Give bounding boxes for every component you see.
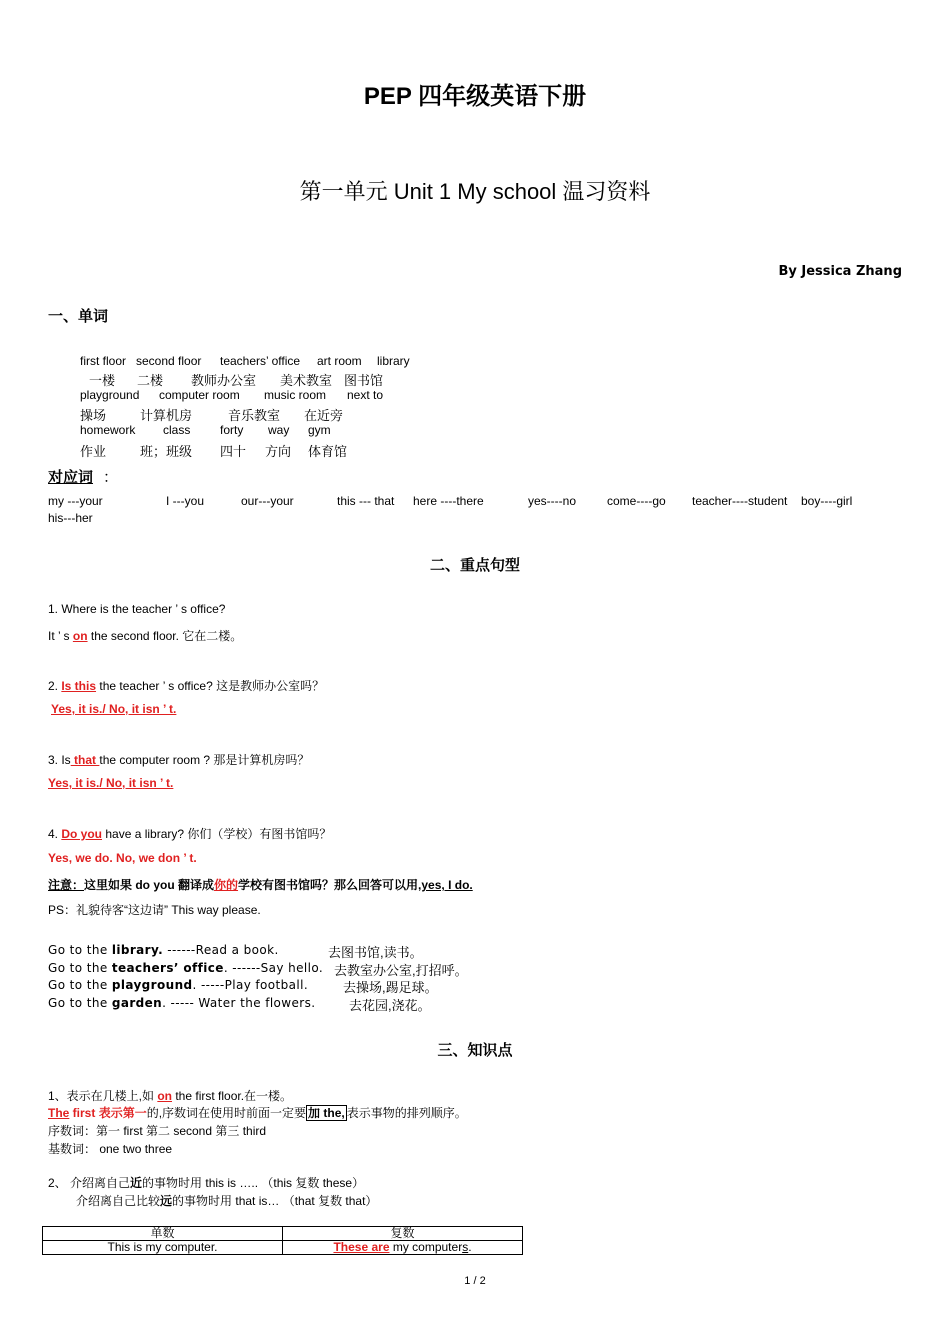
vocab-word: homework [80, 423, 136, 437]
vocab-meaning: 班；班级 [140, 444, 193, 459]
note-keyword: 你的 [214, 878, 239, 892]
sentence-3-answer: Yes, it is./ No, it isn ’ t. [48, 776, 174, 790]
go-text: ------Read a book. [163, 943, 279, 957]
sentence-number: 2. [48, 679, 62, 693]
knowledge-text: 的,序数词在使用时前面一定要 [146, 1106, 307, 1120]
answer-text: It ’ s [48, 629, 73, 643]
vocab-word: second floor [136, 354, 202, 368]
note-text: 学校有图书馆吗？那么回答可以用 [238, 878, 419, 892]
vocab-word: music room [264, 388, 327, 402]
keyword-far: 远 [160, 1194, 173, 1208]
sentence-4-answer: Yes, we do. No, we don ’ t. [48, 851, 197, 865]
vocab-word: way [268, 423, 290, 437]
note-text: 这里如果 do you 翻译成 [84, 878, 215, 892]
table-row [43, 1241, 523, 1255]
keyword-do-you: Do you [61, 827, 103, 841]
pair-item: this --- that [337, 494, 395, 508]
knowledge-text: 介绍离自己比较 [76, 1194, 161, 1208]
pairs-heading [48, 466, 118, 487]
cardinal-line: 基数词： one two three [48, 1142, 173, 1156]
keyword-on: on [72, 629, 88, 643]
keyword-meaning: 表示第一 [98, 1106, 147, 1120]
section-heading-vocab: 一、单词 [48, 308, 109, 325]
cell-text: my computer [389, 1240, 463, 1254]
table-header-cell: 复数 [283, 1227, 523, 1241]
document-subtitle: 第一单元 Unit 1 My school 温习资料 [299, 179, 651, 204]
go-text: . ----- Water the flowers. [162, 996, 316, 1010]
knowledge-text: 2、 介绍离自己 [48, 1176, 131, 1190]
question-text: the computer room ? 那是计算机房吗？ [99, 753, 310, 767]
singular-plural-table [42, 1226, 523, 1255]
pair-item: boy----girl [801, 494, 853, 508]
keyword-the: The [48, 1106, 70, 1120]
vocab-word: playground [80, 388, 140, 402]
knowledge-2-line-1 [48, 1174, 364, 1191]
sentence-2-question [48, 677, 324, 694]
go-line-2 [48, 961, 323, 975]
question-text: have a library? 你们（学校）有图书馆吗？ [102, 827, 332, 841]
sentence-4-question [48, 825, 331, 842]
go-place: teachers’ office [111, 961, 224, 975]
vocab-word: first floor [80, 354, 127, 368]
pair-item: my ---your [48, 494, 103, 508]
vocab-meaning: 方向 [265, 444, 292, 459]
answer-text: the second floor. 它在二楼。 [87, 629, 243, 643]
sentence-1-question: 1. Where is the teacher ’ s office? [48, 602, 226, 616]
knowledge-1-detail [48, 1104, 467, 1121]
vocab-word: teachers’ office [220, 354, 301, 368]
question-text: the teacher ’ s office? 这是教师办公室吗？ [96, 679, 325, 693]
section-heading-sentences: 二、重点句型 [429, 557, 520, 574]
sentence-number: 3. Is [48, 753, 71, 767]
vocab-word: art room [317, 354, 362, 368]
note-label: 注意： [48, 878, 85, 892]
keyword-first: first [69, 1106, 99, 1120]
knowledge-text: 表示事物的排列顺序。 [346, 1106, 467, 1120]
sentence-1-answer [48, 627, 242, 644]
pair-item: teacher----student [692, 494, 788, 508]
pair-item: come----go [607, 494, 666, 508]
keyword-that: that [70, 753, 100, 767]
go-text: . ------Say hello. [223, 961, 324, 975]
go-line-4-cn: 去花园,浇花。 [349, 998, 431, 1013]
sentence-3-question [48, 751, 309, 768]
vocab-meaning: 体育馆 [308, 444, 348, 459]
table-header-row [43, 1227, 523, 1241]
vocab-meaning: 在近旁 [304, 408, 344, 423]
go-line-4 [48, 996, 316, 1010]
knowledge-text: 的事物时用 this is ….. （this 复数 these） [142, 1176, 365, 1190]
vocab-meaning: 教师办公室 [191, 373, 257, 388]
vocab-meaning: 四十 [220, 444, 247, 459]
pair-item: I ---you [166, 494, 205, 508]
go-line-2-cn: 去教室办公室,打招呼。 [334, 963, 468, 978]
go-place: playground [111, 978, 193, 992]
boxed-keyword: 加 the, [308, 1106, 345, 1120]
vocab-word: computer room [159, 388, 240, 402]
note-line [48, 876, 473, 893]
sentence-number: 4. [48, 827, 62, 841]
vocab-word: library [377, 354, 410, 368]
go-text: Go to the [48, 961, 112, 975]
document-title: PEP 四年级英语下册 [363, 83, 587, 110]
cell-text: . [468, 1240, 472, 1254]
vocab-word: next to [347, 388, 384, 402]
vocab-meaning: 二楼 [137, 373, 164, 388]
sentence-2-answer: Yes, it is./ No, it isn ’ t. [51, 702, 177, 716]
keyword-is-this: Is this [61, 679, 97, 693]
go-line-1-cn: 去图书馆,读书。 [328, 945, 423, 960]
knowledge-text: the first floor.在一楼。 [172, 1089, 293, 1103]
vocab-meaning: 作业 [80, 444, 107, 459]
vocab-meaning: 计算机房 [140, 408, 193, 423]
keyword-on: on [157, 1089, 173, 1103]
vocab-meaning: 图书馆 [344, 373, 384, 388]
table-header-cell: 单数 [43, 1227, 283, 1241]
go-place: library. [111, 943, 164, 957]
page-number: 1 / 2 [464, 1275, 486, 1287]
vocab-word: forty [220, 423, 244, 437]
go-line-3 [48, 978, 308, 992]
vocab-meaning: 美术教室 [280, 373, 333, 388]
vocab-meaning: 操场 [80, 408, 107, 423]
vocab-meaning: 音乐教室 [228, 408, 281, 423]
pair-item: here ----there [413, 494, 484, 508]
go-place: garden [111, 996, 163, 1010]
plural-s: s [462, 1240, 469, 1254]
table-cell: This is my computer. [43, 1241, 283, 1255]
keyword-these-are: These are [333, 1240, 390, 1254]
go-line-1 [48, 943, 279, 957]
go-line-3-cn: 去操场,踢足球。 [343, 980, 438, 995]
knowledge-1-line [48, 1087, 292, 1104]
go-text: Go to the [48, 996, 112, 1010]
vocab-word: gym [308, 423, 331, 437]
author-line: By Jessica Zhang [778, 264, 902, 279]
go-text: Go to the [48, 978, 112, 992]
pairs-heading-colon: ： [103, 469, 119, 486]
knowledge-2-line-2 [76, 1192, 377, 1209]
note-answer: ,yes, I do. [418, 878, 473, 892]
pairs-heading-label: 对应词 [48, 469, 94, 486]
keyword-near: 近 [130, 1176, 143, 1190]
go-text: . -----Play football. [192, 978, 309, 992]
go-text: Go to the [48, 943, 112, 957]
knowledge-text: 1、表示在几楼上,如 [48, 1089, 158, 1103]
section-heading-knowledge: 三、知识点 [437, 1042, 513, 1059]
pair-item: our---your [241, 494, 294, 508]
vocab-word: class [163, 423, 191, 437]
vocab-meaning: 一楼 [89, 373, 116, 388]
table-cell [283, 1241, 523, 1255]
pair-item-wrap: his---her [48, 511, 93, 525]
pair-item: yes----no [528, 494, 577, 508]
knowledge-text: 的事物时用 that is… （that 复数 that） [172, 1194, 378, 1208]
ordinal-line: 序数词：第一 first 第二 second 第三 third [48, 1124, 267, 1138]
ps-line: PS：礼貌待客“这边请” This way please. [48, 903, 261, 917]
